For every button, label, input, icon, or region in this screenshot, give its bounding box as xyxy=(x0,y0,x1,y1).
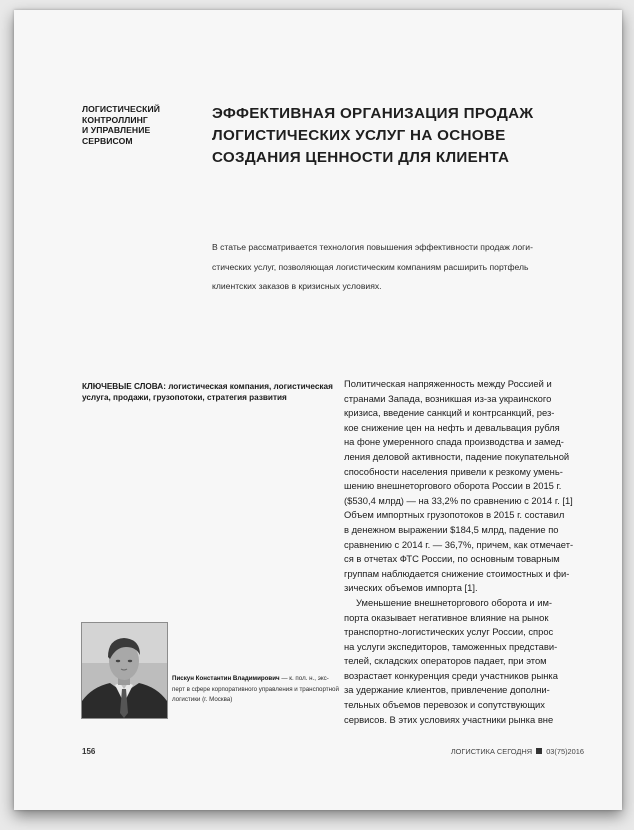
body-line: ($530,4 млрд) — на 33,2% по сравнению с 2014 г. [1] xyxy=(344,494,573,506)
body-line: сервисов. В этих условиях участники рынка вне xyxy=(344,713,554,725)
body-line: транспортно-логистических услуг России, спрос xyxy=(344,626,554,638)
body-line: возрастает конкуренция среди участников рынка xyxy=(344,669,558,681)
body-line: в денежном выражении $184,5 млрд, падение по xyxy=(344,523,559,535)
document-page xyxy=(14,10,622,810)
section-label-line: КОНТРОЛЛИНГ xyxy=(82,114,148,125)
body-line: Уменьшение внешнеторгового оборота и им- xyxy=(356,596,553,608)
body-line: кризиса, введение санкций и контрсанкций, рез- xyxy=(344,407,555,419)
article-title-line: СОЗДАНИЯ ЦЕННОСТИ ДЛЯ КЛИЕНТА xyxy=(212,149,510,166)
keywords-line: услуга, продажи, грузопотоки, стратегия развития xyxy=(82,393,287,403)
author-line xyxy=(172,674,342,685)
keywords-line xyxy=(82,381,342,392)
keywords-label: КЛЮЧЕВЫЕ СЛОВА: xyxy=(82,382,166,391)
abstract-line: В статье рассматривается технология повышения эффективности продаж логи- xyxy=(212,242,533,252)
body-line: телей, складских операторов падает, при этом xyxy=(344,655,547,667)
journal-issue: 03(75)2016 xyxy=(546,747,584,756)
journal-footer xyxy=(451,747,584,756)
body-line: кое снижение цен на нефть и девальвация рубля xyxy=(344,421,560,433)
body-line: на фоне умеренного спада производства и замед- xyxy=(344,436,564,448)
body-line: за удержание клиентов, привлечение дополни- xyxy=(344,684,550,696)
article-title xyxy=(212,103,592,169)
section-label-line: И УПРАВЛЕНИЕ xyxy=(82,125,151,136)
page-number: 156 xyxy=(82,747,96,756)
body-line: ления деловой активности, падение покупательной xyxy=(344,450,570,462)
keywords-text: логистическая компания, логистическая xyxy=(165,382,333,391)
abstract-line: стических услуг, позволяющая логистическим компаниям расширить портфель xyxy=(212,261,529,272)
author-line: логистики (г. Москва) xyxy=(172,696,233,704)
body-line: на услуги экспедиторов, таможенных представи- xyxy=(344,640,558,652)
section-label-line: ЛОГИСТИЧЕСКИЙ xyxy=(82,104,161,114)
body-line: сравнению с 2014 г. — 36,7%, причем, как отмечает- xyxy=(344,538,574,550)
body-line: странами Запада, возникшая из-за украинского xyxy=(344,392,552,404)
author-credentials: — к. пол. н., экс- xyxy=(279,675,329,682)
body-line: Объем импортных грузопотоков в 2015 г. составил xyxy=(344,509,565,521)
abstract-line: клиентских заказов в кризисных условиях. xyxy=(212,281,382,291)
body-line: зических объемов импорта [1]. xyxy=(344,582,478,594)
author-portrait-image xyxy=(82,623,167,718)
body-line: порта оказывает негативное влияние на рынок xyxy=(344,611,549,623)
body-line: способности населения привели к резкому умень- xyxy=(344,465,563,477)
body-line: шению внешнеторгового оборота России в 2015 г. xyxy=(344,480,562,492)
article-title-line: ЭФФЕКТИВНАЯ ОРГАНИЗАЦИЯ ПРОДАЖ xyxy=(212,105,534,122)
body-line: Политическая напряженность между Россией и xyxy=(344,378,552,389)
article-body xyxy=(344,377,589,727)
journal-name: ЛОГИСТИКА СЕГОДНЯ xyxy=(450,747,533,756)
author-info xyxy=(172,674,342,706)
author-name: Пискун Константин Владимирович xyxy=(172,675,280,682)
body-line: тельных объемов перевозок и сопутствующих xyxy=(344,699,545,711)
abstract xyxy=(212,238,592,297)
square-separator-icon xyxy=(536,748,542,754)
article-title-line: ЛОГИСТИЧЕСКИХ УСЛУГ НА ОСНОВЕ xyxy=(212,127,506,144)
body-line: группам наблюдается снижение стоимостных и фи- xyxy=(344,567,570,579)
keywords xyxy=(82,381,342,403)
section-label xyxy=(82,104,202,146)
author-line: перт в сфере корпоративного управления и транспортной xyxy=(172,685,339,693)
body-line: ся в отчетах ФТС России, по основным товарным xyxy=(344,553,560,565)
section-label-line: СЕРВИСОМ xyxy=(82,135,133,146)
author-photo xyxy=(81,622,168,719)
